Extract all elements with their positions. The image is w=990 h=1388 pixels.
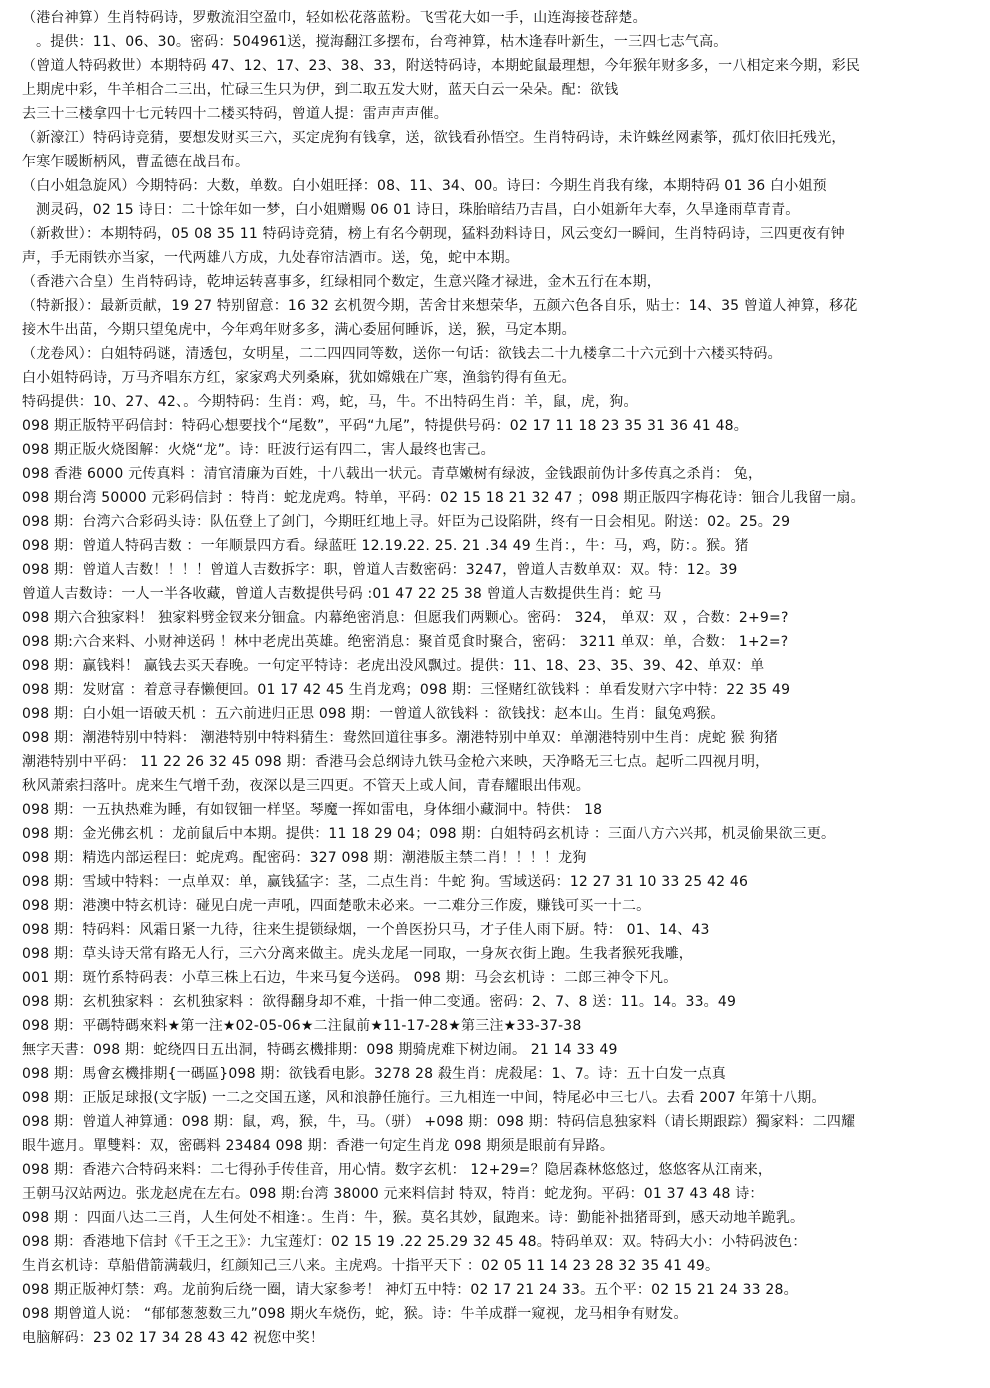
- text-line: （新濠江）特码诗竞猜，要想发财买三六，买定虎狗有钱拿，送，欲钱看孙悟空。生肖特码诗，未许蛛丝网素筝，孤灯依旧托残光，: [22, 130, 846, 146]
- text-line: 电脑解码：23 02 17 34 28 43 42 祝您中奖！: [22, 1330, 325, 1346]
- text-line: 098 期六合独家料！ 独家料劈金钗来分钿盒。内幕绝密消息：但愿我们两颗心。密码： 324， 单双：双 ，合数：2+9=?: [22, 610, 789, 626]
- text-line: 生肖玄机诗：草船借箭满载归，红颜知己三八来。主虎鸡。十指平天下 ：02 05 11 14 23 28 32 35 41 49。: [22, 1258, 720, 1274]
- text-line: 秋风萧索扫落叶。虎来生气增千劲，夜深以是三四更。不管天上或人间，青春耀眼出伟观。: [22, 778, 590, 794]
- text-line: 098 期：雪域中特料：一点单双：单，赢钱猛字：茎，二点生肖：牛蛇 狗。雪域送码：12 27 31 10 33 25 42 46: [22, 874, 749, 890]
- text-line: 098 期：曾道人吉数！！！！曾道人吉数拆字：职，曾道人吉数密码：3247，曾道人吉数单双：双。特：12。39: [22, 562, 738, 578]
- text-line: 098 期：馬會玄機排期{一碼區}098 期：欲钱看电影。3278 28 殺生肖：虎殺尾：1、7。诗：五十白发一点真: [22, 1066, 726, 1082]
- text-line: 098 期正版神灯禁：鸡。龙前狗后绕一圈，请大家参考！ 神灯五中特：02 17 21 24 33。五个平：02 15 21 24 33 28。: [22, 1282, 798, 1298]
- text-line: 。提供：11、06、30。密码：504961送，搅海翻江多摆布，台弯神算，枯木逢春叶新生，一三四七志气高。: [36, 34, 728, 50]
- text-line: 乍寒乍暖断柄风，曹孟德在战吕布。: [22, 154, 250, 170]
- text-line: 去三十三楼拿四十七元转四十二楼买特码，曾道人提：雷声声声催。: [22, 106, 448, 122]
- text-line: 特码提供：10、27、42、。今期特码：生肖：鸡，蛇，马，牛。不出特码生肖：羊，鼠，虎，狗。: [22, 394, 638, 410]
- text-line: 白小姐特码诗，万马齐唱东方红，家家鸡犬列桑麻，犹如嫦娥在广寒，渔翁钓得有鱼无。: [22, 370, 576, 386]
- text-line: 098 期：草头诗天常有路无人行，三六分离来做主。虎头龙尾一同取，一身灰衣街上跑。生我者猴死我雕，: [22, 946, 693, 962]
- text-line: 测灵码，02 15 诗日：二十馀年如一梦，白小姐赠赐 06 01 诗日，珠胎暗结乃吉昌，白小姐新年大奉，久旱逢雨草青青。: [36, 202, 800, 218]
- text-line: 無字天書：098 期：蛇绕四日五出洞，特碼玄機排期：098 期骑虎难下树边闹。 21 14 33 49: [22, 1042, 618, 1058]
- text-line: 098 期正版火烧图解：火烧“龙”。诗：旺波行运有四二，害人最终也害己。: [22, 442, 495, 458]
- text-line: 001 期：斑竹系特码表：小草三株上石边，牛来马复今送码。 098 期：马会玄机诗 ：二郎三神令下凡。: [22, 970, 678, 986]
- text-line: 098 期正版特平码信封：特码心想要找个“尾数”，平码“九尾”，特提供号码：02 17 11 18 23 35 31 36 41 48。: [22, 418, 748, 434]
- text-line: 098 期：赢钱料！ 赢钱去买天春晚。一句定平特诗：老虎出没风飘过。提供：11、18、23、35、39、42、单双：单: [22, 658, 765, 674]
- text-line: （曾道人特码救世）本期特码 47、12、17、23、38、33，附送特码诗，本期蛇鼠最理想，今年猴年财多多，一八相定来今期，彩民: [22, 58, 861, 74]
- text-line: 098 期台湾 50000 元彩码信封 ：特肖：蛇龙虎鸡。特单，平码：02 15 18 21 32 47 ；098 期正版四字梅花诗：钿合儿我留一扇。: [22, 490, 865, 506]
- text-line: 098 期：平碼特碼來料★第一注★02-05-06★二注鼠前★11-17-28★第三注★33-37-38: [22, 1018, 582, 1034]
- text-line: （特新报）：最新贡献，19 27 特别留意：16 32 玄机贺今期，苦舍甘来想荣华，五颜六色各自乐，贴士：14、35 曾道人神算，移花: [22, 298, 858, 314]
- text-line: 098 期：曾道人特码吉数 ：一年顺景四方看。绿蓝旺 12.19.22. 25. 21 .34 49 生肖：，牛：马，鸡，防：。猴。猪: [22, 538, 749, 554]
- text-line: 098 期曾道人说： “郁郁葱葱数三九”098 期火车烧伤，蛇，猴。诗：牛羊成群一窥视，龙马相争有财发。: [22, 1306, 688, 1322]
- text-line: 098 期 ：四面八达二三肖，人生何处不相逢：。生肖：牛，猴。莫名其妙，鼠跑来。诗：勤能补拙猪哥到，感天动地羊跪乳。: [22, 1210, 805, 1226]
- text-line: 098 期：潮港特别中特料： 潮港特别中特料猜生：鸯然回道往事多。潮港特别中单双：单潮港特别中生肖：虎蛇 猴 狗猪: [22, 730, 778, 746]
- text-line: 098 期：精选内部运程曰：蛇虎鸡。配密码：327 098 期：潮港版主禁二肖！！！！龙狗: [22, 850, 587, 866]
- text-line: 曾道人吉数诗：一人一半各收藏，曾道人吉数提供号码 :01 47 22 25 38 曾道人吉数提供生肖：蛇 马: [22, 586, 662, 602]
- text-line: （龙卷风）：白姐特码谜，清透包，女明星，二二四四同等数，送你一句话：欲钱去二十九楼拿二十六元到十六楼买特码。: [22, 346, 782, 362]
- text-line: 098 期：曾道人神算通：098 期：鼠，鸡，猴，牛，马。（骈） +098 期：098 期：特码信息独家料（请长期跟踪）獨家料：二四耀: [22, 1114, 856, 1130]
- text-line: 098 期:六合来料、小财神送码 ！林中老虎出英雄。绝密消息：聚首觅食时聚合，密码： 3211 单双：单，合数： 1+2=?: [22, 634, 789, 650]
- text-line: 098 期：发财富 ：着意寻春懒便回。01 17 42 45 生肖龙鸡；098 期：三怪赌红欲钱料 ：单看发财六字中特：22 35 49: [22, 682, 791, 698]
- text-line: 眼牛遮月。單雙料：双，密碼料 23484 098 期：香港一句定生肖龙 098 期须是眼前有异路。: [22, 1138, 615, 1154]
- text-line: 接木牛出苗，今期只望兔虎中，今年鸡年财多多，满心委屈何睡诉，送，猴，马定本期。: [22, 322, 576, 338]
- text-line: 098 期：金光佛玄机 ：龙前鼠后中本期。提供：11 18 29 04；098 期：白姐特码玄机诗 ：三面八方六兴邦，机灵偷果欲三更。: [22, 826, 836, 842]
- text-line: 098 期：特码料：风霜日紧一九待，往来生提锁绿烟，一个兽医扮只马，才子佳人雨下厨。特： 01、14、43: [22, 922, 710, 938]
- text-line: 声，手无雨铁亦当家，一代两雄八方成，九处春帘洁酒市。送，兔，蛇中本期。: [22, 250, 519, 266]
- text-line: 098 期：正版足球报(文字版) 一二之交国五遂，风和浪静任施行。三九相连一中间，特尾必中三七八。去看 2007 年第十八期。: [22, 1090, 826, 1106]
- text-line: 098 期：白小姐一语破天机 ：五六前进归正思 098 期：一曾道人欲钱料 ：欲钱找：赵本山。生肖：鼠兔鸡猴。: [22, 706, 725, 722]
- text-line: 098 期：港澳中特玄机诗：碰见白虎一声吼，四面楚歌未必来。一二难分三作废，赚钱可买一十二。: [22, 898, 651, 914]
- text-line: （新救世）：本期特码，05 08 35 11 特码诗竞猜，榜上有名今朝现，猛料劲料诗日，风云变幻一瞬间，生肖特码诗，三四更夜有钟: [22, 226, 845, 242]
- text-line: 098 期：一五执热难为睡，有如钗钿一样坚。琴魔一挥如雷电，身体细小藏洞中。特供： 18: [22, 802, 603, 818]
- text-line: 上期虎中彩，牛羊相合二三出，忙碌三生只为伊，到二取五发大财，蓝天白云一朵朵。配：欲钱: [22, 82, 619, 98]
- text-line: 098 期：台湾六合彩码头诗：队伍登上了剑门，今期旺红地上寻。奸臣为己设陷阱，终有一日会相见。附送：02。25。29: [22, 514, 791, 530]
- text-line: （白小姐急旋风）今期特码：大数，单数。白小姐旺择：08、11、34、00。诗曰：今期生肖我有缘，本期特码 01 36 白小姐预: [22, 178, 827, 194]
- text-line: [22, 1350, 980, 1374]
- text-line: 潮港特别中平码： 11 22 26 32 45 098 期：香港马会总纲诗九铁马金枪六来映，天净略无三七点。起听二四视月明，: [22, 754, 770, 770]
- text-line: 098 期：香港地下信封《千王之王》：九宝莲灯：02 15 19 .22 25.29 32 45 48。特码单双：双。特码大小：小特码波色：: [22, 1234, 807, 1250]
- text-line: 098 期：香港六合特码来料：二七得孙手传佳音，用心情。数字玄机： 12+29=？隐居森林悠悠过，悠悠客从江南来，: [22, 1162, 773, 1178]
- text-line: 王朝马汉站两边。张龙赵虎在左右。098 期:台湾 38000 元来料信封 特双，特肖：蛇龙狗。平码：01 37 43 48 诗：: [22, 1186, 764, 1202]
- text-line: 098 期：玄机独家料 ：玄机独家料 ：欲得翻身却不难，十指一伸二变通。密码：2、7、8 送：11。14。33。49: [22, 994, 737, 1010]
- text-line: （香港六合皇）生肖特码诗，乾坤运转喜事多，红绿相同个数定，生意兴隆才禄进，金木五行在本期，: [22, 274, 661, 290]
- text-line: （港台神算）生肖特码诗，罗敷流泪空盈巾，轻如松花落蓝粉。飞雪花大如一手，山连海接苍辞楚。: [22, 10, 647, 26]
- text-line: 098 香港 6000 元传真料 ：清官清廉为百姓，十八载出一状元。青草嫩树有绿波，金钱跟前伪计多传真之杀肖： 兔，: [22, 466, 763, 482]
